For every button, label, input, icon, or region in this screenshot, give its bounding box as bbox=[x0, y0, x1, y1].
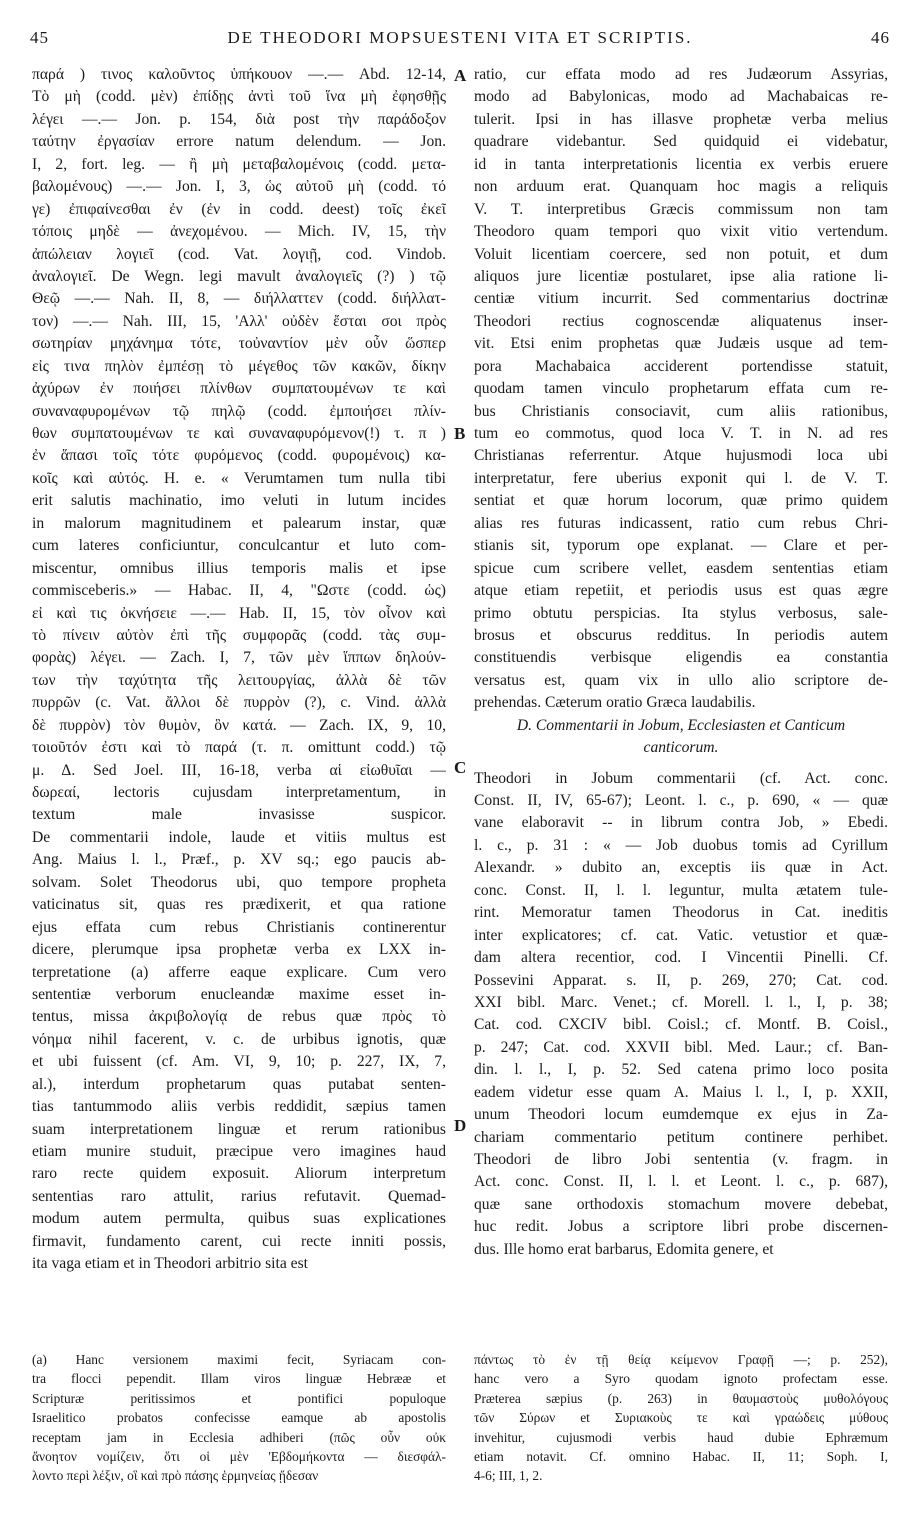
footnote-line: ἄνοητον νομίζειν, ὅτι οἱ μὲν 'Εβδομήκοντα — διεσφάλ- bbox=[32, 1448, 446, 1464]
text-line: Θεῷ —.— Nah. II, 8, — διήλλαττεν (codd. διήλλατ- bbox=[32, 290, 446, 308]
text-line: των τὴν ταχύτητα τῆς λειτουργίας, ἀλλὰ δὲ τῶν bbox=[32, 671, 446, 689]
text-line: tum eo commotus, quod loca V. T. in N. ad res bbox=[474, 425, 888, 442]
footnote-line: λοντο περὶ λέξιν, οἳ καὶ πρὸ πάσης ἑρμηνείας ᾔδεσαν bbox=[32, 1468, 319, 1484]
right-column bbox=[474, 64, 888, 1261]
text-line: prehendas. Cæterum oratio Græca laudabilis. bbox=[474, 694, 756, 712]
text-line: ejus effata cum rebus Christianis continerentur bbox=[32, 918, 446, 936]
text-line: μ. Δ. Sed Joel. III, 16-18, verba αἱ εἰωθυῖαι — bbox=[32, 761, 446, 779]
text-line: conc. Const. II, l. l. leguntur, multa ætatem tule- bbox=[474, 881, 888, 899]
page-header bbox=[30, 28, 890, 54]
text-line: πυρρῶν (c. Vat. ἄλλοι δὲ πυρρὸν (?), c. Vind. ἀλλὰ bbox=[32, 694, 446, 712]
text-line: Theodori in Jobum commentarii (cf. Act. conc. bbox=[474, 769, 888, 787]
text-line: in malorum magnitudinem et palearum instar, quæ bbox=[32, 514, 446, 532]
text-line: chariam commentario petitum continere perhibet. bbox=[474, 1128, 888, 1146]
text-line: raro recte quidem exposuit. Aliorum interpretum bbox=[32, 1165, 446, 1183]
page-number-right: 46 bbox=[871, 28, 890, 47]
text-line: Const. II, IV, 65-67); Leont. l. c., p. 690, « — quæ bbox=[474, 792, 888, 809]
margin-letter-a: A bbox=[454, 66, 467, 85]
text-line: al.), interdum prophetarum quas putabat senten- bbox=[32, 1075, 446, 1093]
text-line: non arduum erat. Quanquam hoc magis a reliquis bbox=[474, 178, 888, 196]
text-line: τὸ πίνειν αὐτὸν ἐπὶ τῆς συμφορᾶς (codd. τὰς συμ- bbox=[32, 626, 446, 644]
running-title: DE THEODORI MOPSUESTENI VITA ET SCRIPTIS. bbox=[227, 28, 693, 47]
footnote-right bbox=[474, 1350, 888, 1486]
text-line: aliquos jure licentiæ postularet, ipse alia ratione li- bbox=[474, 267, 888, 285]
text-line: τοιοῦτόν ἐστι καὶ τὸ παρά (τ. π. omittunt codd.) τῷ bbox=[32, 739, 446, 757]
text-line: ἐν ἅπασι τοῖς τότε φυρόμενος (codd. φυρομένοις) κα- bbox=[32, 447, 446, 465]
text-line: modo ad Babylonicas, modo ad Machabaicas re- bbox=[474, 88, 888, 106]
text-line: eadem videtur esse quam A. Maius l. l., I, p. XXII, bbox=[474, 1083, 888, 1101]
text-line: λέγει —.— Jon. p. 154, διὰ post τὴν παράδοξον bbox=[32, 110, 446, 128]
text-line: ἀναλογιεῖ. De Wegn. legi mavult ἀναλογιεῖς (?) ) τῷ bbox=[32, 267, 446, 285]
footnote-line: invehitur, cujusmodi verbis haud dubie Ephræmum bbox=[474, 1429, 888, 1445]
text-line: suam interpretationem linguæ et rerum rationibus bbox=[32, 1120, 446, 1138]
text-line: id in tanta interpretationis licentia ex verbis eruere bbox=[474, 155, 888, 173]
text-line: νόημα nihil facerent, v. c. de urbibus ignotis, quæ bbox=[32, 1030, 446, 1048]
text-line: solvam. Solet Theodorus ubi, quo tempore propheta bbox=[32, 873, 446, 891]
text-line: XXI bibl. Marc. Venet.; cf. Morell. l. l., I, p. 38; bbox=[474, 993, 888, 1011]
text-line: Voluit licentiam coercere, sed non potuit, et dum bbox=[474, 245, 888, 263]
text-line: bus Christianis consociavit, cum aliis rationibus, bbox=[474, 402, 888, 420]
text-line: Christianas referrentur. Atque hujusmodi loca ubi bbox=[474, 447, 888, 465]
page-number-left: 45 bbox=[30, 28, 49, 47]
footnote-line: Israelitico probatos confecisse eamque ab apostolis bbox=[32, 1410, 446, 1426]
heading-line: canticorum. bbox=[643, 739, 719, 757]
footnote-line: 4-6; III, 1, 2. bbox=[474, 1468, 543, 1484]
text-line: ἀχύρων ἐν ποιήσει πλίνθων συμπατουμένων τε καὶ bbox=[32, 380, 446, 398]
section-heading bbox=[474, 715, 888, 760]
heading-line: D. Commentarii in Jobum, Ecclesiasten et Canticum bbox=[516, 716, 846, 734]
text-line: l. c., p. 31 : « — Job duobus tomis ad Cyrillum bbox=[474, 836, 888, 854]
text-line: huc redit. Jobus a scriptore libri probe discernen- bbox=[474, 1218, 888, 1236]
text-line: dus. Ille homo erat barbarus, Edomita genere, et bbox=[474, 1240, 774, 1258]
text-line: συναναφυρομένων τῷ πηλῷ (codd. ἐμποιήσει πλίν- bbox=[32, 402, 446, 420]
text-line: τον) —.— Nah. III, 15, 'Αλλ' οὐδὲν ἔσται σοι πρὸς bbox=[32, 312, 446, 330]
text-line: vane elaboravit -- in librum contra Job, » Ebedi. bbox=[474, 814, 888, 832]
text-line: δωρεαί, lectoris cujusdam interpretamentum, in bbox=[32, 784, 446, 801]
text-line: γε) ἐπιφαίνεσθαι ἐν (ἐν in codd. deest) τοῖς ἐκεῖ bbox=[32, 200, 446, 218]
text-line: Cat. cod. CXCIV bibl. Coisl.; cf. Montf. B. Coisl., bbox=[474, 1016, 888, 1034]
text-line: miscentur, omnibus illius temporis malis et ipse bbox=[32, 559, 446, 577]
text-line: sententiæ verborum enucleandæ maxime esset in- bbox=[32, 985, 446, 1003]
text-line: Theodoro quam tempori quo vixit vitio vertendum. bbox=[474, 223, 888, 241]
footnote-line: hanc vero a Syro quodam ignoto profectam esse. bbox=[474, 1371, 888, 1387]
text-line: Possevini Apparat. s. II, p. 269, 270; Cat. cod. bbox=[474, 971, 888, 989]
margin-letter-b: B bbox=[454, 424, 466, 443]
text-line: tulerit. Ipsi in has illasve prophetæ verba melius bbox=[474, 110, 888, 128]
text-line: ratio, cur effata modo ad res Judæorum Assyrias, bbox=[474, 66, 888, 83]
text-line: quæ sane orthodoxis stomachum movere debebat, bbox=[474, 1195, 888, 1213]
text-line: De commentarii indole, laude et vitiis multus est bbox=[32, 828, 446, 846]
text-line: din. l. l., I, p. 52. Sed catena primo loco posita bbox=[474, 1061, 888, 1079]
text-line: rint. Memoratur tamen Theodorus in Cat. ineditis bbox=[474, 904, 888, 922]
footnote-line: receptam jam in Ecclesia adhiberi (πῶς οὖν οὐκ bbox=[32, 1429, 446, 1445]
text-line: etiam munire studuit, præcipue vero imagines haud bbox=[32, 1143, 446, 1160]
text-line: vaticinatus sit, quas res prædixerit, et qua ratione bbox=[32, 896, 446, 914]
text-line: stianis sit, typorum ope explanat. — Clare et per- bbox=[474, 537, 888, 555]
text-line: primo obtutu perspicias. Ita stylus verbosus, sale- bbox=[474, 604, 888, 622]
footnote-line: Præterea sæpius (p. 263) in θαυμαστοὺς μυθολόγους bbox=[474, 1390, 888, 1406]
text-line: V. T. interpretibus Græcis commissum non tam bbox=[474, 200, 888, 218]
text-line: p. 247; Cat. cod. XXVII bibl. Med. Laur.; cf. Ban- bbox=[474, 1038, 888, 1056]
text-line: βαλομένους) —.— Jon. I, 3, ὡς αὐτοῦ μὴ (codd. τό bbox=[32, 178, 446, 196]
text-line: I, 2, fort. leg. — ἢ μὴ μεταβαλομένοις (codd. μετα- bbox=[32, 155, 446, 173]
text-line: sentiat et quæ horum locorum, quæ primo quidem bbox=[474, 492, 888, 510]
text-line: Ang. Maius l. l., Præf., p. XV sq.; ego paucis ab- bbox=[32, 851, 446, 869]
footnote-line: τῶν Σύρων et Συριακοὺς τε καὶ γραώδεις μύθους bbox=[474, 1410, 888, 1426]
text-line: inter explicatores; cf. cat. Vatic. vetustior et quæ- bbox=[474, 926, 888, 944]
text-line: alias res futuras indicassent, ratio cum rebus Chri- bbox=[474, 514, 888, 532]
text-line: vit. Etsi enim prophetas quæ Judæis usque ad tem- bbox=[474, 335, 888, 353]
text-line: φορὰς) λέγει. — Zach. I, 7, τῶν μὲν ἵππων δηλούν- bbox=[32, 649, 446, 667]
text-line: firmavit, fundamento carent, cui recte inniti possis, bbox=[32, 1232, 446, 1250]
text-line: dam altera recentior, cod. I Vincentii Pinelli. Cf. bbox=[474, 949, 888, 967]
text-line: τόποις μηδὲ — ἀνεχομένου. — Mich. IV, 15, τὴν bbox=[32, 223, 446, 241]
text-line: sententias raro attulit, rarius refutavit. Quemad- bbox=[32, 1187, 446, 1205]
text-line: constituendis verbisque eligendis ea constantia bbox=[474, 649, 888, 667]
text-line: pora Machabaica acciderent portendisse statuit, bbox=[474, 357, 888, 375]
margin-letter-d: D bbox=[454, 1116, 467, 1135]
text-line: modum autem permulta, quibus suas explicationes bbox=[32, 1210, 446, 1228]
text-line: et ubi fuissent (cf. Am. VI, 9, 10; p. 227, IX, 7, bbox=[32, 1053, 446, 1071]
text-line: terpretatione (a) afferre eaque explicare. Cum vero bbox=[32, 963, 446, 981]
text-line: versatus est, quam vix in ullo alio scriptore de- bbox=[474, 671, 888, 689]
text-line: Act. conc. Const. II, l. l. et Leont. l. c., p. 687), bbox=[474, 1173, 888, 1191]
text-line: erit salutis machinatio, imo veluti in lutum incides bbox=[32, 492, 446, 510]
text-line: atque etiam repetiit, et periodis usus est quas ægre bbox=[474, 582, 888, 600]
footnote-left bbox=[32, 1350, 446, 1486]
text-line: εἰ καὶ τις ὀκνήσειε —.— Hab. II, 15, τὸν οἶνον καὶ bbox=[32, 604, 446, 622]
text-line: εἰς τινα πηλὸν ἐμπέσῃ τὸ μέγεθος τῶν κακῶν, δίκην bbox=[32, 357, 446, 375]
text-line: Theodori rectius cognoscendæ aliquatenus inser- bbox=[474, 312, 888, 330]
text-line: tias tantummodo aliis verbis reddidit, sæpius tamen bbox=[32, 1098, 446, 1116]
text-line: ταύτην ἐργασίαν errore natum delendum. — Jon. bbox=[32, 133, 446, 151]
text-line: spicue cum scribere vellet, easdem sententias etiam bbox=[474, 559, 888, 577]
text-line: unum Theodori locum eumdemque ex ejus in Za- bbox=[474, 1106, 888, 1124]
margin-letter-c: C bbox=[454, 758, 467, 777]
text-line: centiæ vitium incurrit. Sed commentarius doctrinæ bbox=[474, 290, 888, 308]
text-line: θων συμπατουμένων τε καὶ συναναφυρόμενον(!) τ. π ) bbox=[32, 425, 446, 442]
text-line: ἀπώλειαν λογιεῖ (cod. Vat. λογιῇ, cod. Vindob. bbox=[32, 245, 446, 263]
text-line: dicere, plerumque ipsa prophetæ verba ex LXX in- bbox=[32, 941, 446, 959]
right-column-bottom-text bbox=[474, 768, 888, 1262]
footnote-line: Scripturæ peritissimos et pontifici populoque bbox=[32, 1390, 446, 1406]
text-line: cum lateres conficiuntur, conculcantur et luto com- bbox=[32, 537, 446, 555]
text-line: quodam tamen vinculo prophetarum effata cum re- bbox=[474, 380, 888, 398]
text-line: tentus, missa ἀκριβολογίᾳ de rebus quæ πρὸς τὸ bbox=[32, 1008, 446, 1026]
text-line: quadrare videbantur. Sed quidquid ei videbatur, bbox=[474, 133, 888, 151]
right-column-top-text bbox=[474, 64, 888, 715]
text-line: παρά ) τινος καλοῦντος ὑπήκουον —.— Abd. 12-14, bbox=[32, 66, 446, 83]
footnote-line: (a) Hanc versionem maximi fecit, Syriacam con- bbox=[32, 1352, 446, 1367]
text-line: brosus et obscurus redditus. In periodis autem bbox=[474, 626, 888, 644]
text-line: commisceberis.» — Habac. II, 4, "Ωστε (codd. ὡς) bbox=[32, 582, 446, 600]
left-column bbox=[32, 64, 446, 1276]
text-line: δὲ πυρρὸν) τὸν θυμὸν, ὃν κατά. — Zach. IX, 9, 10, bbox=[32, 716, 446, 734]
text-line: Alexandr. » dubito an, exceptis iis quæ in Act. bbox=[474, 859, 888, 877]
text-line: κοῖς καὶ αὐτός. H. e. « Verumtamen tum nulla tibi bbox=[32, 469, 446, 487]
text-line: Theodori de libro Jobi sententia (v. fragm. in bbox=[474, 1151, 888, 1168]
text-line: Τὸ μὴ (codd. μὲν) ἐπίδῃς ἀντὶ τοῦ ἵνα μὴ ἐφησθῇς bbox=[32, 88, 446, 106]
footnote-line: tra flocci pependit. Illam viros linguæ Hebrææ et bbox=[32, 1371, 446, 1387]
text-line: interpretatur, fere uberius exponit qui l. de V. T. bbox=[474, 469, 888, 487]
text-line: ita vaga etiam et in Theodori arbitrio sita est bbox=[32, 1255, 308, 1273]
footnote-line: etiam notavit. Cf. omnino Habac. II, 11; Soph. I, bbox=[474, 1448, 888, 1464]
text-line: textum male invasisse suspicor. bbox=[32, 806, 446, 824]
footnote-line: πάντως τὸ ἐν τῇ θείᾳ κείμενον Γραφῇ —; p. 252), bbox=[474, 1352, 888, 1367]
text-line: σωτηρίαν μηχάνημα τότε, τοὐναντίον μὲν οὖν ὥσπερ bbox=[32, 335, 446, 353]
